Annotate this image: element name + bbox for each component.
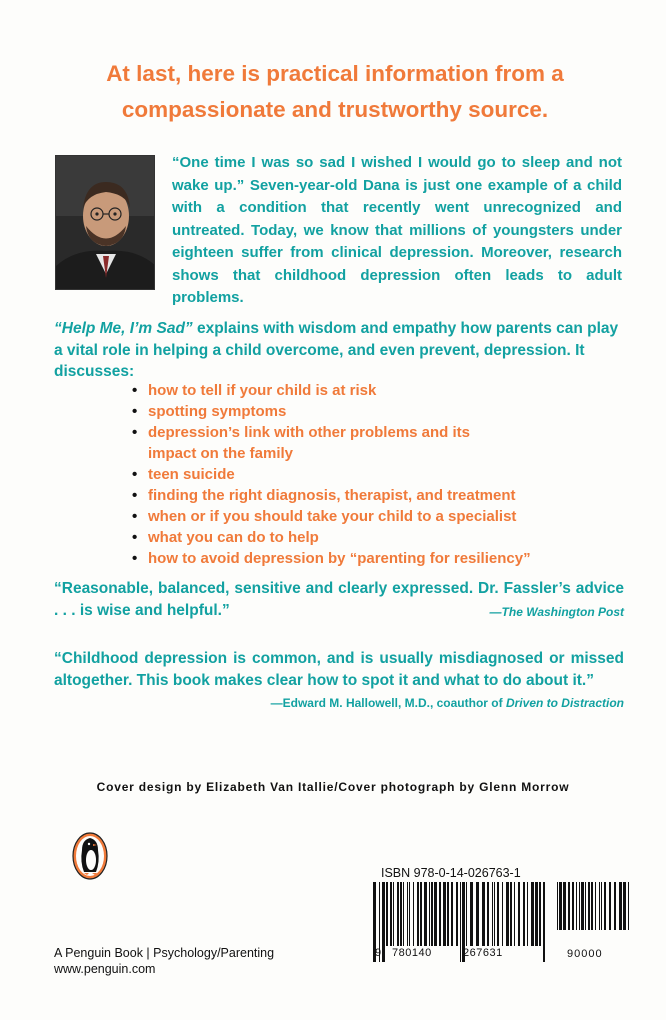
barcode-left-group: 780140 bbox=[392, 947, 432, 959]
list-item bbox=[130, 548, 600, 569]
barcode-bar bbox=[568, 882, 570, 930]
list-item-text: how to avoid depression by “parenting for resiliency” bbox=[148, 550, 531, 567]
barcode-bar bbox=[482, 882, 485, 946]
review-quote-2 bbox=[54, 648, 624, 715]
bullet-icon: • bbox=[132, 508, 138, 525]
barcode-bar bbox=[439, 882, 441, 946]
barcode-bar bbox=[601, 882, 602, 930]
barcode-bar bbox=[417, 882, 419, 946]
barcode-bar bbox=[628, 882, 629, 930]
barcode-right-group: 267631 bbox=[463, 947, 503, 959]
barcode-addon-number: 90000 bbox=[567, 948, 603, 960]
review-quote-2-source-title: Driven to Distraction bbox=[505, 696, 624, 710]
bullet-icon: • bbox=[132, 529, 138, 546]
barcode-bar bbox=[579, 882, 580, 930]
barcode-bar bbox=[531, 882, 534, 946]
barcode-bar bbox=[585, 882, 586, 930]
barcode-bar bbox=[466, 882, 467, 946]
barcode-bar bbox=[595, 882, 596, 930]
barcode-bar bbox=[397, 882, 399, 946]
barcode-bar bbox=[502, 882, 503, 946]
barcode-bar bbox=[476, 882, 479, 946]
list-item-text: what you can do to help bbox=[148, 529, 319, 546]
author-photo-illustration bbox=[56, 156, 155, 290]
review-quote-2-source bbox=[271, 693, 624, 715]
review-quote-1-text: “Reasonable, balanced, sensitive and clearly expressed. Dr. Fassler’s advice . . . is wise and helpful.” bbox=[54, 580, 624, 619]
barcode-bar bbox=[523, 882, 525, 946]
barcode-bar bbox=[588, 882, 590, 930]
barcode-bar bbox=[390, 882, 392, 946]
barcode-bar bbox=[407, 882, 408, 946]
list-item-text: how to tell if your child is at risk bbox=[148, 382, 377, 399]
barcode-bar bbox=[386, 882, 388, 946]
barcode-bar bbox=[581, 882, 584, 930]
description-paragraph bbox=[54, 318, 624, 383]
isbn-label: ISBN 978-0-14-026763-1 bbox=[381, 866, 521, 880]
headline-line-2: compassionate and trustworthy source. bbox=[121, 97, 549, 122]
bullet-icon: • bbox=[132, 487, 138, 504]
list-item bbox=[130, 464, 600, 485]
barcode-bar bbox=[514, 882, 515, 946]
description-text: explains with wisdom and empathy how parents can play a vital role in helping a child overcome, and even prevent, depression. It discusses: bbox=[54, 320, 619, 380]
barcode-bar bbox=[609, 882, 611, 930]
barcode-bar bbox=[563, 882, 566, 930]
penguin-logo-icon bbox=[72, 832, 108, 880]
barcode-bar bbox=[420, 882, 422, 946]
barcode-bar bbox=[382, 882, 385, 962]
list-item bbox=[130, 506, 600, 527]
list-item bbox=[130, 485, 600, 506]
headline bbox=[40, 56, 630, 128]
barcode-bar bbox=[506, 882, 509, 946]
barcode-bar bbox=[599, 882, 600, 930]
review-quote-1 bbox=[54, 578, 624, 623]
barcode-bar bbox=[447, 882, 449, 946]
barcode-bar bbox=[539, 882, 541, 946]
barcode-bar bbox=[557, 882, 558, 930]
barcode-bar bbox=[451, 882, 453, 946]
publisher-line: A Penguin Book | Psychology/Parenting bbox=[54, 946, 275, 960]
review-quote-2-source-prefix: —Edward M. Hallowell, M.D., coauthor of bbox=[270, 696, 506, 710]
list-item bbox=[130, 401, 600, 422]
list-item-text: teen suicide bbox=[148, 466, 235, 483]
barcode-bar bbox=[494, 882, 495, 946]
barcode-bar bbox=[413, 882, 414, 946]
review-quote-1-source bbox=[490, 602, 624, 624]
list-item-text: finding the right diagnosis, therapist, and treatment bbox=[148, 487, 516, 504]
barcode-bar bbox=[543, 882, 545, 962]
barcode-bar bbox=[393, 882, 394, 946]
barcode-bar bbox=[510, 882, 512, 946]
barcode-bar bbox=[400, 882, 402, 946]
barcode-bar bbox=[470, 882, 473, 946]
barcode-bar bbox=[559, 882, 562, 930]
barcode-bar bbox=[535, 882, 538, 946]
book-title: “Help Me, I’m Sad” bbox=[54, 320, 193, 337]
barcode-bar bbox=[614, 882, 616, 930]
barcode-bar bbox=[623, 882, 626, 930]
barcode-bar bbox=[497, 882, 499, 946]
barcode-bar bbox=[487, 882, 489, 946]
barcode-bar bbox=[492, 882, 493, 946]
barcode-bar bbox=[518, 882, 520, 946]
bullet-icon: • bbox=[132, 466, 138, 483]
list-item-text: when or if you should take your child to a specialist bbox=[148, 508, 517, 525]
list-item bbox=[130, 380, 600, 401]
topics-list bbox=[130, 380, 600, 569]
barcode-bar bbox=[409, 882, 410, 946]
barcode-bar bbox=[460, 882, 461, 962]
intro-paragraph: “One time I was so sad I wished I would go to sleep and not wake up.” Seven-year-old Dana is just one example of a child with a condition that recently went unrecognized and untreated. Today, we know that millions of youngsters under eighteen suffer from clinical depression. Moreover, research shows that childhood depression often leads to adult problems. bbox=[172, 154, 622, 306]
headline-line-1: At last, here is practical information from a bbox=[106, 61, 564, 86]
price-barcode bbox=[555, 882, 633, 946]
barcode-bar bbox=[576, 882, 577, 930]
bullet-icon: • bbox=[132, 424, 138, 441]
barcode-bar bbox=[572, 882, 574, 930]
bullet-icon: • bbox=[132, 382, 138, 399]
barcode-first-digit: 9 bbox=[375, 947, 382, 959]
barcode-bar bbox=[429, 882, 430, 946]
list-item bbox=[130, 527, 600, 548]
review-quote-1-source-text: —The Washington Post bbox=[489, 604, 624, 619]
barcode-bar bbox=[456, 882, 458, 946]
author-photo bbox=[55, 155, 155, 290]
list-item-text: depression’s link with other problems and its impact on the family bbox=[148, 424, 471, 462]
barcode-bar bbox=[604, 882, 606, 930]
bullet-icon: • bbox=[132, 403, 138, 420]
publisher-info bbox=[54, 945, 274, 977]
cover-credits: Cover design by Elizabeth Van Itallie/Cover photograph by Glenn Morrow bbox=[96, 780, 570, 794]
review-quote-2-text: “Childhood depression is common, and is usually misdiagnosed or missed altogether. This book makes clear how to spot it and what to do about it.” bbox=[54, 650, 624, 689]
publisher-website: www.penguin.com bbox=[54, 962, 156, 976]
list-item bbox=[130, 422, 600, 464]
list-item-text: spotting symptoms bbox=[148, 403, 287, 420]
barcode-bar bbox=[619, 882, 622, 930]
barcode-bar bbox=[527, 882, 528, 946]
barcode-bar bbox=[434, 882, 437, 946]
barcode-bar bbox=[431, 882, 433, 946]
barcode-bar bbox=[591, 882, 593, 930]
barcode-bar bbox=[424, 882, 427, 946]
barcode-bar bbox=[443, 882, 446, 946]
bullet-icon: • bbox=[132, 550, 138, 567]
barcode-bar bbox=[403, 882, 404, 946]
